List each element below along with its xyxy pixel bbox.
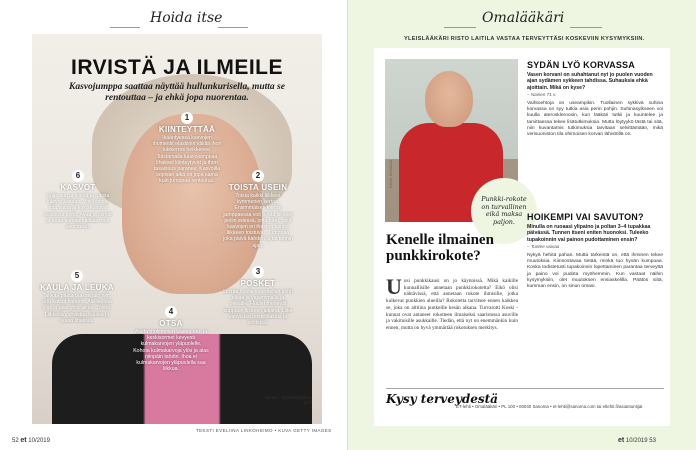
answer-text: Nykyä hehitä pahan. Mutta tärkeintä on, että ihminen tekee muutoksia. Kiinnostavaa tietää, minkä tuo hyvän kumpuaa. Koska todistetusti tupakoinnin lopettaminen parantaa terveyttä ja paino voi pudota myöhemmin. Kun vastaat näihin kysymyksiin, olet muutoksen ensiaskelilla. Päätös siitä, kumman ensin, on sinun omasi. [527, 253, 663, 289]
step-number: 5 [71, 270, 83, 282]
question-heading: HOIKEMPI VAI SAVUTON? [527, 212, 644, 222]
card-divider [386, 388, 664, 389]
step-title: OTSA [159, 319, 183, 328]
tag-rule [444, 27, 476, 28]
step-title: TOISTA USEIN [228, 183, 288, 192]
question-text: Vasen korvani on suhahtanut nyt jo puolen vuoden ajan sydämen sykkeen tahdissa. Suhauksia ehkä ajoittain. Mikä on kyse? [527, 72, 653, 91]
step-text: Toista kaikki liikkeet kymmenen kertaa. Ensimmäisen kerran jumppaessa voit tehdä liikkeet peilin edessä, jotta näet, mitä kasvojen eri ihasten kautta liikkeen toistuvat. Jumppaa joka päivä kahden ja tai tunnin ajan. [223, 193, 293, 249]
step-1 [152, 112, 222, 185]
section-tag-right: Omalääkäri [482, 10, 565, 26]
step-title: KAULA JA LEUKA [40, 283, 114, 292]
step-6 [42, 170, 114, 230]
step-text: Ikääntyessä kasvojen ihomentit elastiinin väliltä ihon tukikerros heikkenee. Toistamalla kasvojumppaa lihakset kiinteytyvät ja ihon tasaisuus paranee. Kasvoilla sopivan aika on jopa sama kuin jumppaa rentoutuu. [152, 135, 222, 185]
tag-rule [570, 27, 602, 28]
article-headline: IRVISTÄ JA ILMEILE [70, 56, 284, 79]
question-text: Minulla on ruoaasi ylipaino ja poltan 3–4 tupakkaa päivässä. Tunnen itseni eniten huonoksi. Tuleeko tupakoinnin vai painon pudottaminen ensin? [527, 224, 651, 243]
step-title: KASVOT [60, 183, 96, 192]
folio-left [12, 437, 50, 444]
step-number: 2 [252, 170, 264, 182]
issue-number: 10/2019 [625, 438, 648, 444]
brand-logo: et [618, 437, 625, 444]
column-deck: YLEISLÄÄKÄRI RISTO LAITILA VASTAA TERVEYTTÄSI KOSKEVIIN KYSYMYKSIIN. [404, 36, 645, 42]
step-title: KIINTEYTTÄÄ [158, 125, 216, 134]
step-2 [222, 170, 294, 249]
tag-rule [218, 27, 248, 28]
step-number: 6 [72, 170, 84, 182]
step-title: POSKET [240, 279, 276, 288]
question-1 [527, 60, 663, 138]
question-signature: – Nainen 71 v. [527, 92, 557, 98]
step-text: Taivuta päätä taaksepäin niin, että katsot kattoon. Ala-leukaa ylös ja alas yhtä aikaa. Toista. Liikkeitä vahvistaa kaulaa ja leuan lihaksia. [42, 293, 112, 324]
quote-bubble: Punkki-rokote on turvallinen eikä maksa paljon. [471, 178, 537, 244]
article-body-text: usi punkkikausi on jo käynnissä. Mikä kaikille kunnallisille annetaan punkkirokotetta? Eikö olisi nähtävissä, että annetaan rokote ihmisille, jotka kulkevat punkkien alueilla? Rokotetta tarvitsee ennen kaikkea se, joka on alttiina punkeille kesän aikana. Turvarotti Koski -kunnat ovat antaneet rokotteen ilmaiseksi saaristossa asuville ja vakituisille asukkaille. Tiedän, että nyt on enemmänkin kuin ennen, mutta on hyvä ymmärtää rokotuksen merkitys. [386, 278, 518, 331]
step-number: 4 [165, 306, 177, 318]
step-5 [40, 270, 114, 324]
brand-logo: et [20, 437, 27, 444]
contact-info: ET-lehti • Omalääkäri • PL 100 • 00040 Sanoma • et-lehti@sanoma.com tai etlehti.fi/asiantuntijat [456, 404, 643, 409]
step-text: Liikuta huulia vuorotellen kohti olkaa ja vasemmalle ja oikealle. Huulet menevät suppuun liikkeen aikana. Liike vahvistaa poskilihaksia ja virkistää. [223, 289, 293, 327]
drop-cap: U [386, 274, 402, 299]
page-number: 53 [649, 438, 656, 444]
portrait-head [425, 71, 473, 127]
question-signature: – Tuntee vaivaa [527, 244, 560, 250]
step-4 [132, 306, 210, 372]
article-body [386, 274, 518, 332]
question-heading: SYDÄN LYÖ KORVASSA [527, 60, 635, 70]
folio-right [618, 437, 656, 444]
issue-number: 10/2019 [28, 438, 50, 444]
photo-sources: Lähteet: Työterveyslaitos, yle.fi [264, 395, 312, 405]
question-2 [527, 212, 663, 290]
step-number: 3 [252, 266, 264, 278]
step-number: 1 [181, 112, 193, 124]
tag-rule [110, 27, 140, 28]
portrait-credit: KUVA: KUVAAJA [389, 160, 393, 188]
ask-health-title: Kysy terveydestä [386, 392, 498, 406]
section-tag-left: Hoida itse [150, 10, 223, 26]
step-3 [222, 266, 294, 326]
answer-text: Vaihtoehtoja on useampikin. Tuollainen sykkivä suhina korvassa on syy tutkia asia perin pohjin. Suhinasyikseen voi kuulla ateroskleroosin, kun lääkäri tutkii ja kuuntelee ja tarvittaessa tekee lisätutkimuksia. Mutta löytyykö tästä tai sitä, niin kuvantamis tutkimuksia tarvitaan selvittämään, mikä verisuoniston tila ohimoisen korvan lähistöllä on. [527, 101, 663, 137]
text-photo-credit: TEKSTI EVELIINA LINKOHEIMO • KUVA GETTY IMAGES [196, 428, 332, 433]
article-lede: Kasvojumppa saattaa näyttää hullunkurisella, mutta se rentouttaa – ja ehkä jopa nuorentaa. [69, 82, 285, 103]
page-number: 52 [12, 438, 19, 444]
article-title: Kenelle ilmainen punkkirokote? [386, 232, 494, 264]
step-text: Sulje suu ja silmät ja rutista kasvot kasaan. Voit tuntea, että vatsa ja koko kasvosi keskiosa kohti. Avaa ja silmät ja avaa samaan aikaan suu avoimeksi. [44, 193, 112, 231]
step-text: Aseta molempien käsien etu- ja keskisormet kevyesti kulmakarvojen yläpuolelle. Kohota kulmakarvoja ylös ja alas niinpäin tahdin. Ihoa ei kulmakarvojen yläpuolella saa liikkua. [133, 329, 209, 373]
